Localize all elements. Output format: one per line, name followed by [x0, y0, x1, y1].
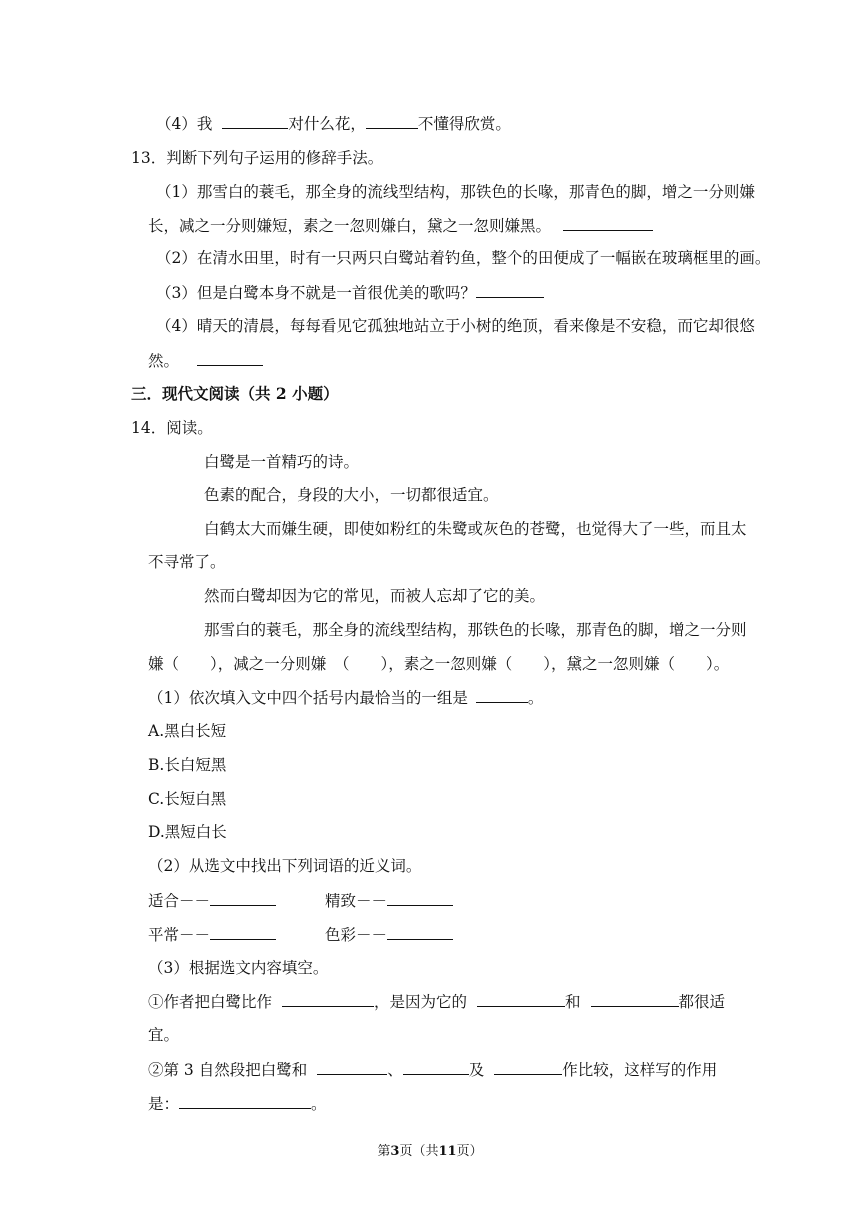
q13-item-1-line1: （1）那雪白的蓑毛，那全身的流线型结构，那铁色的长喙，那青色的脚，增之一分则嫌 — [156, 183, 755, 201]
section-3-heading: 三．现代文阅读（共 2 小题） — [131, 384, 339, 403]
synonym-row-2: 精致－－ — [325, 890, 453, 911]
passage-paragraph-4: 然而白鹭却因为它的常见，而被人忘却了它的美。 — [204, 587, 546, 605]
question-14-title: 14．阅读。 — [131, 419, 213, 437]
q13-item-4-line2: 然。 — [148, 350, 263, 371]
q13-item-3: （3）但是白鹭本身不就是一首很优美的歌吗？ — [156, 282, 544, 303]
q14-sub-3: （3）根据选文内容填空。 — [148, 959, 329, 977]
option-b[interactable]: B.长白短黑 — [148, 756, 227, 774]
synonym-row-4: 色彩－－ — [325, 924, 453, 945]
total-pages: 11 — [438, 1144, 457, 1159]
question-13-title: 13．判断下列句子运用的修辞手法。 — [131, 149, 384, 167]
q12-item-4: （4）我 对什么花， 不懂得欣赏。 — [156, 115, 511, 133]
answer-blank[interactable] — [210, 924, 276, 940]
answer-blank[interactable] — [387, 924, 453, 940]
q13-item-2: （2）在清水田里，时有一只两只白鹭站着钓鱼，整个的田便成了一幅嵌在玻璃框里的画。 — [156, 249, 771, 267]
q13-item-4-line1: （4）晴天的清晨，每每看见它孤独地站立于小树的绝顶，看来像是不安稳，而它却很悠 — [156, 317, 755, 335]
fill-item-2-line1: ②第 3 自然段把白鹭和 、 及 作比较，这样写的作用 — [148, 1061, 718, 1079]
q14-sub-2: （2）从选文中找出下列词语的近义词。 — [148, 857, 422, 875]
answer-blank[interactable] — [477, 991, 565, 1007]
answer-blank[interactable] — [179, 1093, 311, 1109]
answer-blank[interactable] — [222, 113, 288, 129]
passage-paragraph-3-line1: 白鹤太大而嫌生硬，即使如粉红的朱鹭或灰色的苍鹭，也觉得大了一些，而且太 — [204, 520, 747, 538]
passage-paragraph-1: 白鹭是一首精巧的诗。 — [204, 453, 360, 471]
option-a[interactable]: A.黑白长短 — [148, 722, 227, 740]
answer-blank[interactable] — [563, 215, 653, 231]
passage-paragraph-5-line1: 那雪白的蓑毛，那全身的流线型结构，那铁色的长喙，那青色的脚，增之一分则 — [204, 621, 747, 639]
option-d[interactable]: D.黑短白长 — [148, 823, 227, 841]
answer-blank[interactable] — [476, 282, 544, 298]
page-number: 3 — [390, 1144, 400, 1159]
synonym-row-3: 平常－－ — [148, 924, 276, 945]
passage-paragraph-3-line2: 不寻常了。 — [148, 553, 226, 571]
fill-item-2-line2: 是： 。 — [148, 1095, 327, 1113]
answer-blank[interactable] — [476, 687, 528, 703]
answer-blank[interactable] — [494, 1059, 562, 1075]
answer-blank[interactable] — [210, 890, 276, 906]
synonym-row-1: 适合－－ — [148, 890, 276, 911]
answer-blank[interactable] — [282, 991, 374, 1007]
answer-blank[interactable] — [197, 350, 263, 366]
option-c[interactable]: C.长短白黑 — [148, 790, 227, 808]
fill-item-1-line1: ①作者把白鹭比作 ，是因为它的 和 都很适 — [148, 993, 726, 1011]
answer-blank[interactable] — [403, 1059, 469, 1075]
page-footer: 第3页（共11页） — [377, 1144, 483, 1159]
q13-item-1-line2: 长，减之一分则嫌短，素之一忽则嫌白，黛之一忽则嫌黑。 — [148, 215, 653, 236]
answer-blank[interactable] — [317, 1059, 387, 1075]
fill-item-1-line2: 宜。 — [148, 1026, 180, 1044]
passage-paragraph-2: 色素的配合，身段的大小，一切都很适宜。 — [204, 486, 499, 504]
passage-paragraph-5-line2: 嫌（ ），减之一分则嫌 （ ），素之一忽则嫌（ ），黛之一忽则嫌（ ）。 — [148, 655, 730, 673]
answer-blank[interactable] — [387, 890, 453, 906]
q14-sub-1: （1）依次填入文中四个括号内最恰当的一组是 。 — [148, 689, 544, 707]
answer-blank[interactable] — [591, 991, 679, 1007]
answer-blank[interactable] — [366, 113, 418, 129]
